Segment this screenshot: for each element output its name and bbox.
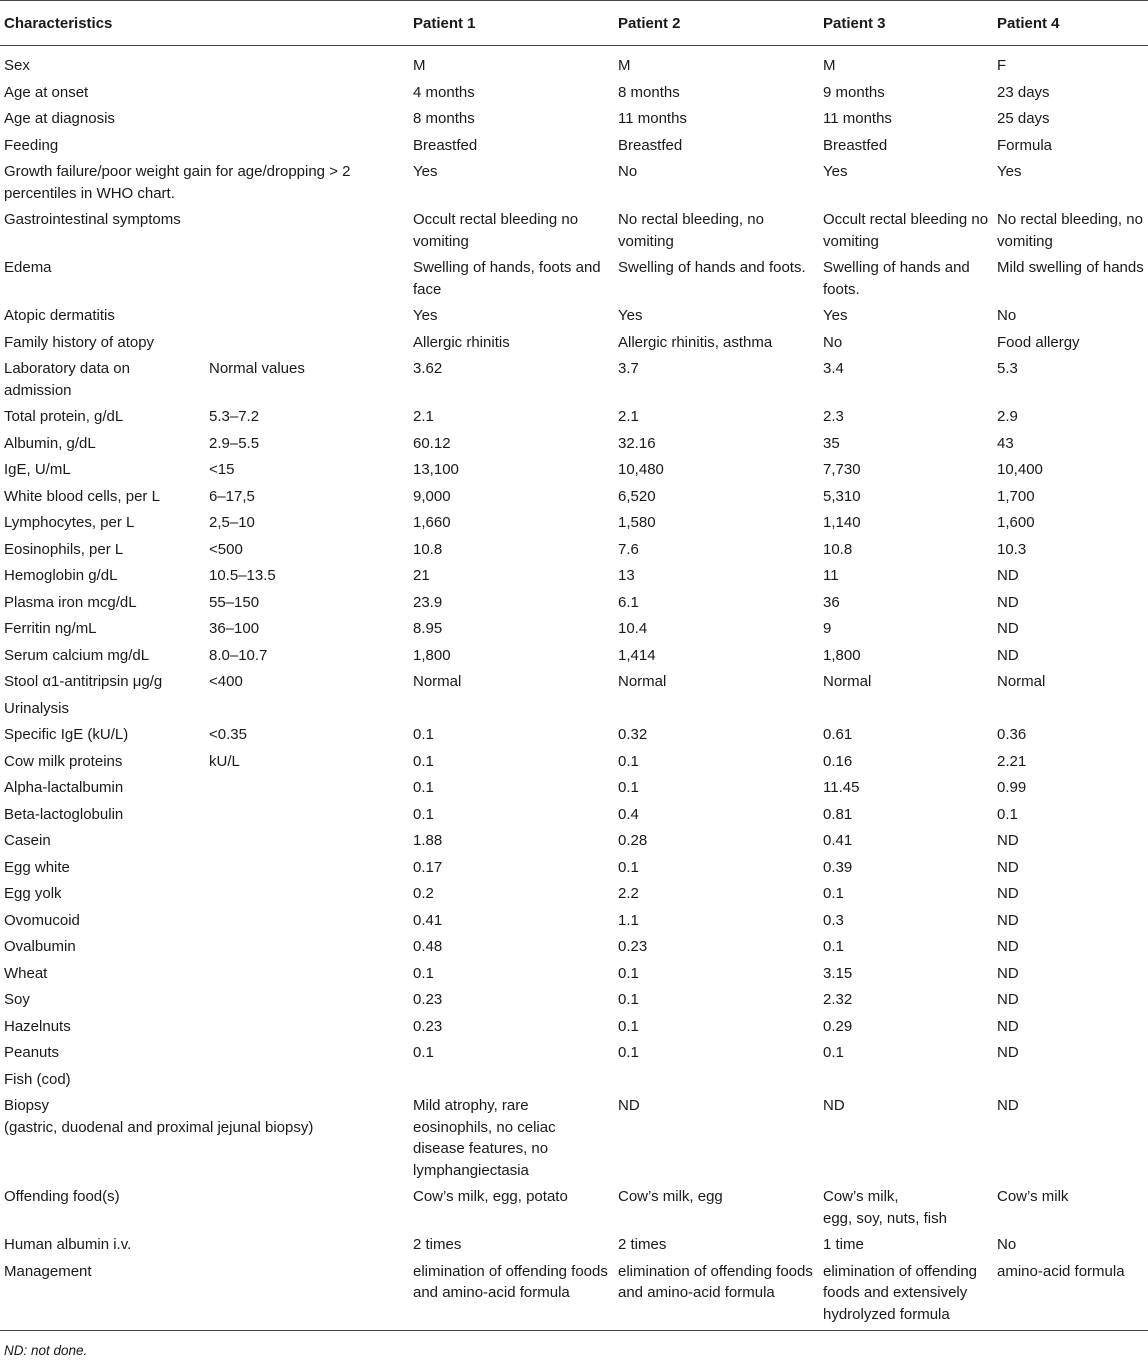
row-label: Growth failure/poor weight gain for age/dropping > 2 percentiles in WHO chart.	[4, 163, 351, 202]
cell-patient-3: 3.15	[823, 964, 853, 982]
cell-patient-2: Swelling of hands and foots.	[618, 259, 806, 276]
cell-patient-1: elimination of offending foods and amino-acid formula	[413, 1262, 608, 1301]
cell-patient-4: 0.99	[997, 779, 1027, 796]
table-row	[0, 209, 1148, 257]
cell-patient-4: amino-acid formula	[997, 1262, 1125, 1280]
cell-patient-1: Yes	[413, 307, 438, 324]
cell-patient-2: 1.1	[618, 911, 639, 929]
cell-patient-4: No	[997, 307, 1017, 324]
cell-patient-3: No	[823, 333, 843, 351]
cell-patient-4: No rectal bleeding, no vomiting	[997, 211, 1143, 250]
table-row	[0, 751, 1148, 778]
cell-patient-1: Yes	[413, 163, 438, 180]
cell-patient-1: 10.8	[413, 540, 443, 558]
cell-patient-1: 0.41	[413, 911, 443, 929]
cell-patient-3: Swelling of hands and foots.	[823, 259, 970, 298]
cell-patient-2: 1,414	[618, 646, 656, 664]
cell-patient-2: 2.1	[618, 408, 639, 425]
row-label: Serum calcium mg/dL	[4, 646, 150, 664]
cell-patient-1: 0.1	[413, 752, 434, 770]
row-label: Offending food(s)	[4, 1188, 120, 1205]
cell-patient-1: 4 months	[413, 83, 475, 101]
cell-patient-2: 0.1	[618, 964, 639, 982]
table-row	[0, 618, 1148, 645]
cell-patient-3: 11	[823, 567, 839, 584]
cell-patient-2: 2 times	[618, 1236, 667, 1253]
table-row	[0, 512, 1148, 539]
cell-patient-3: 36	[823, 593, 840, 611]
cell-patient-4: 10.3	[997, 540, 1027, 558]
cell-patient-1: 0.23	[413, 1017, 443, 1035]
row-label: Stool α1-antitripsin μg/g	[4, 673, 163, 690]
cell-patient-2: 1,580	[618, 514, 656, 531]
cell-patient-4: Normal	[997, 673, 1046, 690]
table-row	[0, 161, 1148, 209]
cell-patient-1: 0.48	[413, 938, 443, 955]
cell-patient-2: 7.6	[618, 540, 639, 558]
cell-patient-1: 1,800	[413, 646, 451, 664]
table-row	[0, 963, 1148, 990]
row-label: Ferritin ng/mL	[4, 620, 97, 637]
row-normal-value	[205, 963, 410, 985]
cell-patient-4: 23 days	[997, 83, 1050, 101]
cell-patient-3: 9 months	[823, 83, 885, 101]
cell-patient-1: 0.1	[413, 779, 434, 796]
row-label: Alpha-lactalbumin	[4, 779, 124, 796]
cell-patient-1: 0.1	[413, 805, 434, 823]
row-label: Soy	[4, 991, 30, 1008]
cell-patient-4: Food allergy	[997, 333, 1080, 351]
table-row	[0, 936, 1148, 963]
row-label: Lymphocytes, per L	[4, 514, 135, 531]
row-normal-value	[205, 830, 410, 852]
row-label: Eosinophils, per L	[4, 540, 124, 558]
row-normal-value: 36–100	[209, 620, 260, 637]
cell-patient-3: 35	[823, 434, 840, 452]
cell-patient-4: Formula	[997, 136, 1053, 154]
row-normal-value: Normal values	[209, 360, 305, 377]
row-label: Beta-lactoglobulin	[4, 805, 124, 823]
row-label: Egg white	[4, 858, 70, 876]
cell-patient-3: 0.61	[823, 726, 853, 743]
cell-patient-2: 10.4	[618, 620, 648, 637]
cell-patient-2: 0.4	[618, 805, 639, 823]
cell-patient-1: 0.1	[413, 726, 434, 743]
row-label: Casein	[4, 832, 51, 849]
cell-patient-3: 0.1	[823, 938, 844, 955]
row-label: Family history of atopy	[4, 333, 155, 351]
row-normal-value	[205, 910, 410, 932]
table-row	[0, 82, 1148, 109]
row-normal-value	[205, 1042, 410, 1064]
row-label: Specific IgE (kU/L)	[4, 726, 129, 743]
cell-patient-2: Yes	[618, 307, 643, 324]
cell-patient-3: 2.32	[823, 991, 853, 1008]
cell-patient-2: ND	[618, 1097, 640, 1114]
cell-patient-4: ND	[997, 620, 1019, 637]
table-row	[0, 406, 1148, 433]
row-normal-value	[205, 55, 410, 77]
row-normal-value	[205, 857, 410, 879]
cell-patient-1: Mild atrophy, rare eosinophils, no celiac disease features, no lymphangiectasia	[413, 1097, 556, 1179]
row-label: Laboratory data on admission	[4, 360, 130, 399]
cell-patient-1: 9,000	[413, 487, 451, 505]
cell-patient-3: 11.45	[823, 779, 860, 796]
cell-patient-3: ND	[823, 1097, 845, 1114]
cell-patient-4: 25 days	[997, 110, 1050, 127]
table-row	[0, 1095, 1148, 1186]
table-row	[0, 645, 1148, 672]
cell-patient-4: Cow’s milk	[997, 1188, 1069, 1205]
row-normal-value	[205, 135, 410, 157]
row-label: Human albumin i.v.	[4, 1236, 132, 1253]
cell-patient-1: 2.1	[413, 408, 434, 425]
row-normal-value	[205, 777, 410, 799]
cell-patient-1: 1.88	[413, 832, 443, 849]
row-label: Sex	[4, 57, 30, 74]
cell-patient-2: elimination of offending foods and amino-acid formula	[618, 1262, 813, 1301]
cell-patient-4: 43	[997, 434, 1014, 452]
cell-patient-1: 23.9	[413, 593, 443, 611]
cell-patient-2: 0.1	[618, 752, 639, 770]
cell-patient-3: 0.3	[823, 911, 844, 929]
cell-patient-4: ND	[997, 938, 1019, 955]
row-label: Plasma iron mcg/dL	[4, 593, 137, 611]
cell-patient-1: 3.62	[413, 360, 443, 377]
cell-patient-2: Cow’s milk, egg	[618, 1188, 723, 1205]
row-normal-value: 2.9–5.5	[209, 434, 260, 452]
cell-patient-1: 60.12	[413, 434, 451, 452]
cell-patient-4: 1,600	[997, 514, 1035, 531]
cell-patient-2: Allergic rhinitis, asthma	[618, 333, 773, 351]
cell-patient-4: ND	[997, 885, 1019, 902]
cell-patient-3: 0.81	[823, 805, 853, 823]
row-label: Peanuts	[4, 1044, 60, 1061]
cell-patient-3: 0.29	[823, 1017, 853, 1035]
row-label: White blood cells, per L	[4, 487, 160, 505]
cell-patient-2: 10,480	[618, 461, 664, 478]
cell-patient-3: Yes	[823, 307, 848, 324]
table-row	[0, 459, 1148, 486]
table-row	[0, 433, 1148, 460]
cell-patient-2: 0.32	[618, 726, 648, 743]
table-row	[0, 1186, 1148, 1234]
cell-patient-2: 3.7	[618, 360, 639, 377]
table-row	[0, 910, 1148, 937]
cell-patient-4: ND	[997, 832, 1019, 849]
table-row	[0, 777, 1148, 804]
table-row	[0, 358, 1148, 406]
table-row	[0, 830, 1148, 857]
row-label: Egg yolk	[4, 885, 62, 902]
table-row	[0, 989, 1148, 1016]
cell-patient-2: 6.1	[618, 593, 639, 611]
table-row	[0, 565, 1148, 592]
row-normal-value: 6–17,5	[209, 487, 255, 505]
row-normal-value: <400	[209, 673, 243, 690]
row-label: Edema	[4, 259, 52, 276]
row-label: Feeding	[4, 136, 59, 154]
cell-patient-2: Breastfed	[618, 136, 683, 154]
table-bottom-rule	[0, 1330, 1148, 1331]
cell-patient-4: 2.21	[997, 752, 1027, 770]
row-normal-value	[205, 1016, 410, 1038]
cell-patient-4: ND	[997, 1017, 1019, 1035]
table-row	[0, 724, 1148, 751]
row-normal-value: <15	[209, 461, 235, 478]
cell-patient-3: Occult rectal bleeding no vomiting	[823, 211, 989, 250]
header-patient-4: Patient 4	[997, 14, 1060, 32]
table-row	[0, 135, 1148, 162]
cell-patient-2: 0.28	[618, 832, 648, 849]
row-label: Hazelnuts	[4, 1017, 71, 1035]
cell-patient-3: 1,800	[823, 646, 861, 664]
cell-patient-3: 11 months	[823, 110, 892, 127]
row-label: Urinalysis	[4, 699, 70, 717]
cell-patient-4: No	[997, 1236, 1017, 1253]
cell-patient-1: 8.95	[413, 620, 443, 637]
row-normal-value	[205, 804, 410, 826]
table-body	[0, 55, 1148, 1330]
cell-patient-4: 10,400	[997, 461, 1043, 478]
cell-patient-3: Breastfed	[823, 136, 888, 154]
cell-patient-4: 1,700	[997, 487, 1035, 505]
table-row	[0, 671, 1148, 698]
cell-patient-3: Yes	[823, 163, 848, 180]
row-label: Gastrointestinal symptoms	[4, 211, 181, 228]
cell-patient-2: 0.1	[618, 779, 639, 796]
cell-patient-1: Allergic rhinitis	[413, 333, 510, 351]
cell-patient-2: 8 months	[618, 83, 680, 101]
cell-patient-1: M	[413, 57, 426, 74]
row-normal-value	[205, 698, 410, 720]
row-label: Atopic dermatitis	[4, 307, 115, 324]
cell-patient-2: 2.2	[618, 885, 639, 902]
row-label: Ovomucoid	[4, 911, 80, 929]
cell-patient-4: F	[997, 57, 1007, 74]
table-row	[0, 55, 1148, 82]
table-row	[0, 539, 1148, 566]
table-row	[0, 108, 1148, 135]
cell-patient-2	[615, 698, 820, 720]
row-label: Biopsy (gastric, duodenal and proximal jejunal biopsy)	[4, 1097, 314, 1136]
cell-patient-3: 1 time	[823, 1236, 864, 1253]
cell-patient-1: 0.2	[413, 885, 434, 902]
cell-patient-2: M	[618, 57, 631, 74]
table-row	[0, 257, 1148, 305]
cell-patient-4: ND	[997, 991, 1019, 1008]
table-row	[0, 1016, 1148, 1043]
table-row	[0, 804, 1148, 831]
cell-patient-3: 9	[823, 620, 832, 637]
row-label: Management	[4, 1262, 92, 1280]
cell-patient-2: 11 months	[618, 110, 687, 127]
cell-patient-3: 0.41	[823, 832, 853, 849]
table-row	[0, 592, 1148, 619]
cell-patient-1: 0.17	[413, 858, 443, 876]
table-row	[0, 1069, 1148, 1096]
header-bottom-rule	[0, 45, 1148, 46]
cell-patient-3: Normal	[823, 673, 872, 690]
table-row	[0, 1261, 1148, 1331]
row-normal-value: 8.0–10.7	[209, 646, 268, 664]
row-label: Total protein, g/dL	[4, 408, 124, 425]
cell-patient-3: 5,310	[823, 487, 861, 505]
cell-patient-2: No rectal bleeding, no vomiting	[618, 211, 764, 250]
cell-patient-2: 0.1	[618, 1044, 639, 1061]
cell-patient-2: 6,520	[618, 487, 656, 505]
row-label: Wheat	[4, 964, 48, 982]
cell-patient-4: ND	[997, 858, 1019, 876]
row-label: Age at onset	[4, 83, 89, 101]
cell-patient-2: No	[618, 163, 638, 180]
cell-patient-3: M	[823, 57, 836, 74]
cell-patient-3: 0.39	[823, 858, 853, 876]
table-row	[0, 698, 1148, 725]
cell-patient-4: ND	[997, 593, 1019, 611]
table-row	[0, 1042, 1148, 1069]
cell-patient-1: 8 months	[413, 110, 475, 127]
cell-patient-4: ND	[997, 567, 1019, 584]
header-patient-1: Patient 1	[413, 14, 476, 32]
cell-patient-1: 1,660	[413, 514, 451, 531]
cell-patient-1	[410, 1069, 615, 1091]
header-patient-2: Patient 2	[618, 14, 681, 32]
cell-patient-4: ND	[997, 911, 1019, 929]
cell-patient-1: Swelling of hands, foots and face	[413, 259, 601, 298]
cell-patient-1: Breastfed	[413, 136, 478, 154]
cell-patient-1: Normal	[413, 673, 462, 690]
cell-patient-3: 2.3	[823, 408, 844, 425]
cell-patient-4: ND	[997, 1097, 1019, 1114]
cell-patient-2: 0.23	[618, 938, 648, 955]
row-normal-value: 5.3–7.2	[209, 408, 260, 425]
row-label: Cow milk proteins	[4, 752, 123, 770]
cell-patient-4	[994, 1069, 1148, 1091]
cell-patient-3: 10.8	[823, 540, 853, 558]
row-label: Albumin, g/dL	[4, 434, 96, 452]
cell-patient-3: 0.16	[823, 752, 853, 770]
cell-patient-3: 1,140	[823, 514, 861, 531]
footnote: ND: not done.	[4, 1343, 88, 1358]
cell-patient-3	[820, 1069, 994, 1091]
row-normal-value	[205, 82, 410, 104]
cell-patient-4: Yes	[997, 163, 1022, 180]
row-normal-value	[205, 936, 410, 958]
row-normal-value	[205, 1069, 410, 1091]
row-normal-value: 10.5–13.5	[209, 567, 276, 584]
row-normal-value	[205, 883, 410, 905]
cell-patient-1	[410, 698, 615, 720]
cell-patient-1: 0.1	[413, 964, 434, 982]
cell-patient-1: Occult rectal bleeding no vomiting	[413, 211, 579, 250]
cell-patient-2: 0.1	[618, 858, 639, 876]
row-normal-value: <0.35	[209, 726, 247, 743]
cell-patient-3: Cow’s milk, egg, soy, nuts, fish	[823, 1188, 947, 1227]
cell-patient-2: 0.1	[618, 991, 639, 1008]
table-row	[0, 857, 1148, 884]
row-normal-value	[205, 108, 410, 130]
table-row	[0, 305, 1148, 332]
header-patient-3: Patient 3	[823, 14, 886, 32]
cell-patient-2: Normal	[618, 673, 667, 690]
header-characteristics: Characteristics	[4, 14, 113, 32]
row-normal-value: kU/L	[209, 752, 240, 770]
cell-patient-1: 21	[413, 567, 430, 584]
cell-patient-2	[615, 1069, 820, 1091]
cell-patient-4: 5.3	[997, 360, 1018, 377]
row-normal-value: 55–150	[209, 593, 260, 611]
cell-patient-4: Mild swelling of hands	[997, 259, 1144, 276]
cell-patient-4: ND	[997, 964, 1019, 982]
table-row	[0, 1234, 1148, 1261]
row-label: Fish (cod)	[4, 1070, 71, 1088]
cell-patient-3: 7,730	[823, 461, 861, 478]
row-normal-value: 2,5–10	[209, 514, 255, 531]
cell-patient-4	[994, 698, 1148, 720]
cell-patient-3: 0.1	[823, 885, 844, 902]
cell-patient-1: 13,100	[413, 461, 459, 478]
cell-patient-3: elimination of offending foods and extensively hydrolyzed formula	[823, 1262, 977, 1323]
table-row	[0, 332, 1148, 359]
cell-patient-1: 0.23	[413, 991, 443, 1008]
row-label: Hemoglobin g/dL	[4, 567, 118, 584]
cell-patient-4: ND	[997, 1044, 1019, 1061]
cell-patient-1: Cow’s milk, egg, potato	[413, 1188, 568, 1205]
cell-patient-4: ND	[997, 646, 1019, 664]
cell-patient-2: 32.16	[618, 434, 656, 452]
cell-patient-2: 13	[618, 567, 635, 584]
cell-patient-2: 0.1	[618, 1017, 639, 1035]
row-label: IgE, U/mL	[4, 461, 71, 478]
table-row	[0, 486, 1148, 513]
cell-patient-4: 0.36	[997, 726, 1027, 743]
row-normal-value	[205, 989, 410, 1011]
row-label: Ovalbumin	[4, 938, 76, 955]
cell-patient-1: 0.1	[413, 1044, 434, 1061]
table-header	[0, 1, 1148, 45]
table-row	[0, 883, 1148, 910]
cell-patient-1: 2 times	[413, 1236, 462, 1253]
cell-patient-4: 0.1	[997, 805, 1018, 823]
cell-patient-3	[820, 698, 994, 720]
row-normal-value: <500	[209, 540, 243, 558]
cell-patient-3: 0.1	[823, 1044, 844, 1061]
cell-patient-3: 3.4	[823, 360, 844, 377]
row-label: Age at diagnosis	[4, 110, 115, 127]
cell-patient-4: 2.9	[997, 408, 1018, 425]
